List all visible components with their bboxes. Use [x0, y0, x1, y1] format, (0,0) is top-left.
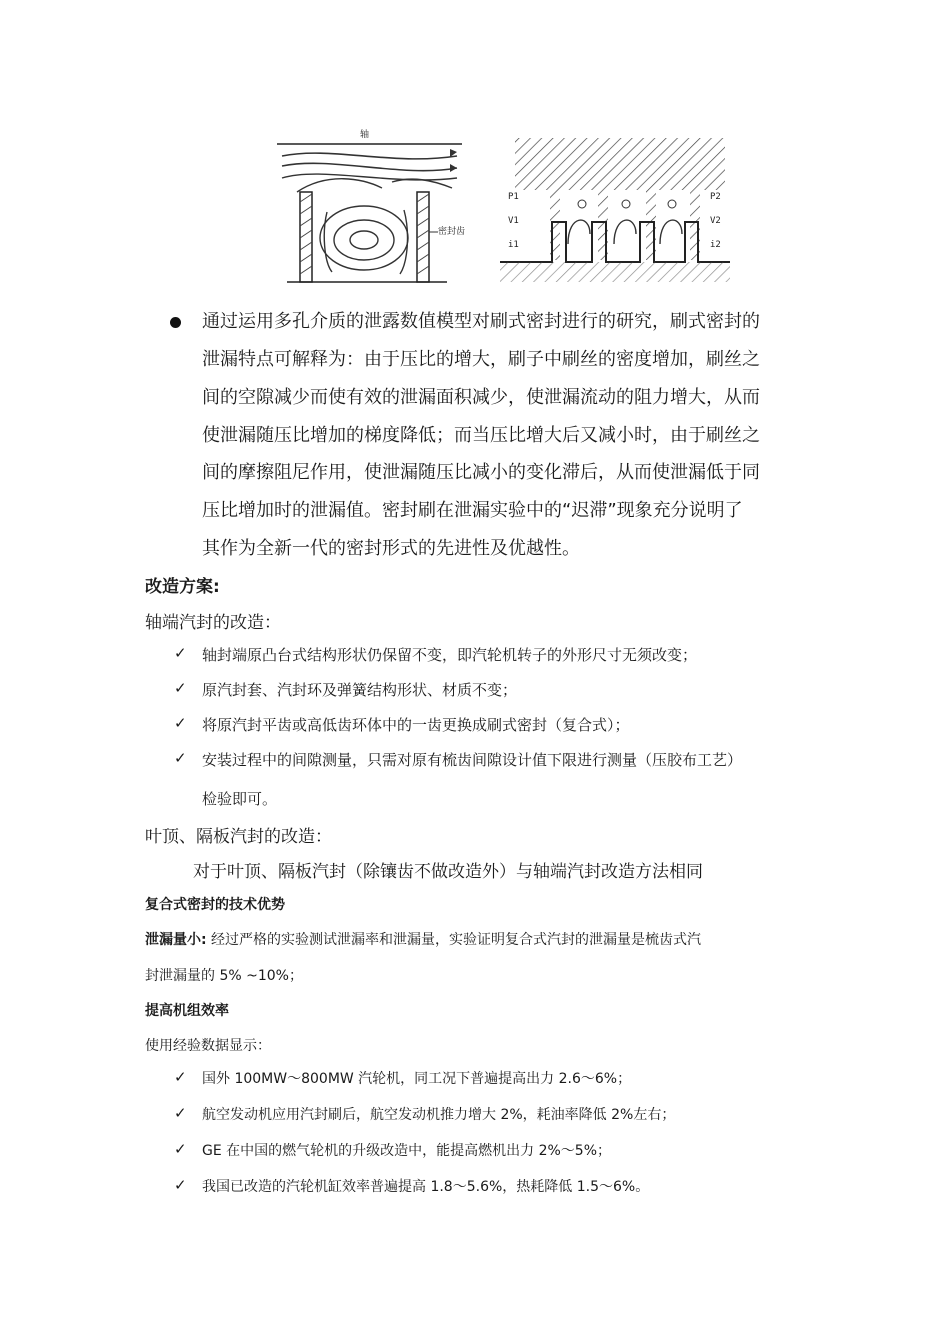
v1-label: V1	[508, 216, 519, 226]
labyrinth-seal-diagram	[500, 134, 730, 290]
shaft-item-continuation: 检验即可。	[202, 790, 278, 808]
paragraph-line: 使泄漏随压比增加的梯度降低；而当压比增大后又减小时，由于刷丝之	[202, 425, 760, 446]
check-icon: ✓	[174, 644, 187, 662]
paragraph-line: 泄漏特点可解释为：由于压比的增大，刷子中刷丝的密度增加，刷丝之	[202, 349, 760, 370]
efficiency-item: 国外 100MW～800MW 汽轮机，同工况下普遍提高出力 2.6～6%；	[202, 1071, 632, 1087]
check-icon: ✓	[174, 1140, 187, 1158]
shaft-item: 原汽封套、汽封环及弹簧结构形状、材质不变；	[202, 681, 518, 699]
leakage-label: 泄漏量小:	[145, 932, 207, 948]
shaft-item: 轴封端原凸台式结构形状仍保留不变，即汽轮机转子的外形尺寸无须改变；	[202, 646, 698, 664]
check-icon: ✓	[174, 1068, 187, 1086]
paragraph-line: 其作为全新一代的密封形式的先进性及优越性。	[202, 538, 580, 559]
efficiency-item: 航空发动机应用汽封刷后，航空发动机推力增大 2%，耗油率降低 2%左右；	[202, 1107, 676, 1123]
leakage-text: 经过严格的实验测试泄漏率和泄漏量，实验证明复合式汽封的泄漏量是梳齿式汽	[206, 932, 702, 948]
i2-label: i2	[710, 240, 721, 250]
p2-label: P2	[710, 192, 721, 202]
check-icon: ✓	[174, 749, 187, 767]
check-icon: ✓	[174, 679, 187, 697]
plan-heading: 改造方案:	[145, 577, 220, 597]
shaft-label: 轴	[360, 130, 370, 140]
labyrinth-seal-drawing	[500, 134, 730, 290]
figures	[272, 122, 742, 290]
v2-label: V2	[710, 216, 721, 226]
seal-tooth-label: 密封齿	[438, 227, 466, 237]
efficiency-item: GE 在中国的燃气轮机的升级改造中，能提高燃机出力 2%～5%；	[202, 1143, 612, 1159]
leakage-paragraph	[145, 929, 701, 949]
paragraph-line: 间的空隙减少而使有效的泄漏面积减少，使泄漏流动的阻力增大，从而	[202, 387, 760, 408]
efficiency-intro: 使用经验数据显示：	[145, 1038, 271, 1054]
check-icon: ✓	[174, 1104, 187, 1122]
check-icon: ✓	[174, 1176, 187, 1194]
advantage-heading: 复合式密封的技术优势	[145, 897, 285, 913]
efficiency-heading: 提高机组效率	[145, 1003, 229, 1019]
p1-label: P1	[508, 192, 519, 202]
bullet-dot-icon	[170, 317, 181, 328]
leakage-text-2: 封泄漏量的 5% ~10%；	[145, 968, 303, 984]
shaft-item: 安装过程中的间隙测量，只需对原有梳齿间隙设计值下限进行测量（压胶布工艺）	[202, 751, 743, 769]
check-icon: ✓	[174, 714, 187, 732]
i1-label: i1	[508, 240, 519, 250]
paragraph-line: 间的摩擦阻尼作用，使泄漏随压比减小的变化滞后，从而使泄漏低于同	[202, 462, 760, 483]
shaft-item: 将原汽封平齿或高低齿环体中的一齿更换成刷式密封（复合式）；	[202, 716, 630, 734]
shaft-heading: 轴端汽封的改造：	[145, 613, 281, 633]
blade-text: 对于叶顶、隔板汽封（除镶齿不做改造外）与轴端汽封改造方法相同	[193, 862, 703, 882]
blade-heading: 叶顶、隔板汽封的改造：	[145, 827, 332, 847]
efficiency-item: 我国已改造的汽轮机缸效率普遍提高 1.8～5.6%，热耗降低 1.5～6%。	[202, 1179, 650, 1195]
paragraph-line: 通过运用多孔介质的泄露数值模型对刷式密封进行的研究，刷式密封的	[202, 311, 760, 332]
vortex-flow-diagram	[272, 122, 472, 290]
paragraph-line: 压比增加时的泄漏值。密封刷在泄漏实验中的“迟滞”现象充分说明了	[202, 500, 743, 521]
flow-diagram-left	[272, 122, 472, 290]
